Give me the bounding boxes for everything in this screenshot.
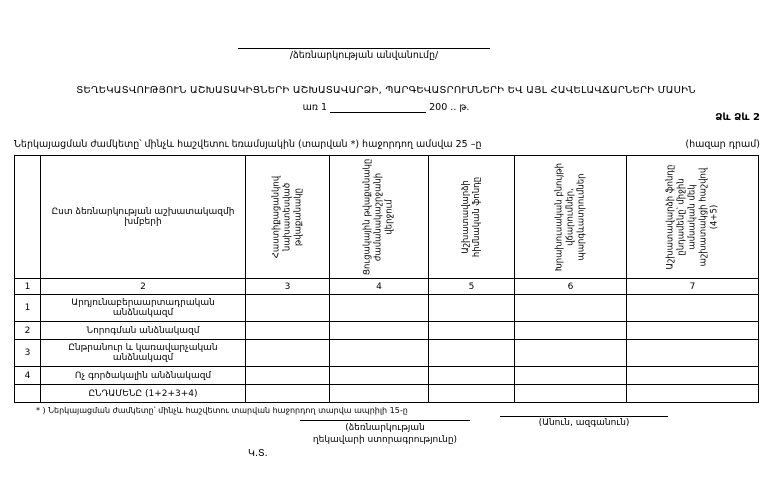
row-cell-4[interactable] — [330, 322, 429, 340]
col-num-3: 3 — [246, 279, 330, 295]
row-cell-3[interactable] — [246, 295, 330, 322]
table-header-row — [15, 156, 759, 279]
total-cell-3[interactable] — [246, 385, 330, 403]
header-cell-6: Խրախուսական բնույթի վճարումներ, պարգևատրումներ — [515, 156, 627, 279]
col-num-5: 5 — [429, 279, 515, 295]
row-cell-6[interactable] — [515, 340, 627, 367]
row-cell-5[interactable] — [429, 367, 515, 385]
row-label: Ոչ գործակալին անձնակազմ — [41, 367, 246, 385]
row-index — [15, 385, 41, 403]
row-cell-6[interactable] — [515, 322, 627, 340]
header-cell-7: Աշխատավարձի ֆոնդը ընդամենը՝ միջին ամսական մեկ աշխատակցի հաշվով (4+5) — [627, 156, 759, 279]
header-cell-5: Աշխատավարձի հիմնական ֆոնդը — [429, 156, 515, 279]
row-label: Արդյունաբերաարտադրական անձնակազմ — [41, 295, 246, 322]
stamp-mark: Կ.Տ. — [248, 448, 268, 459]
row-cell-6[interactable] — [515, 367, 627, 385]
salary-table — [14, 155, 759, 403]
column-number-row — [15, 279, 759, 295]
row-cell-6[interactable] — [515, 295, 627, 322]
row-index: 1 — [15, 295, 41, 322]
table-row-total — [15, 385, 759, 403]
header-cell-2: Ըստ ձեռնարկության աշխատակազմի խմբերի — [41, 156, 246, 279]
table-row — [15, 367, 759, 385]
org-name-rule — [238, 48, 490, 49]
row-cell-3[interactable] — [246, 322, 330, 340]
col-num-4: 4 — [330, 279, 429, 295]
row-cell-5[interactable] — [429, 322, 515, 340]
signature-caption-left-line2: ղեկավարի ստորագրությունը) — [312, 435, 458, 445]
row-index: 4 — [15, 367, 41, 385]
row-cell-7[interactable] — [627, 322, 759, 340]
row-cell-7[interactable] — [627, 367, 759, 385]
row-cell-5[interactable] — [429, 340, 515, 367]
row-cell-7[interactable] — [627, 295, 759, 322]
signature-caption-left-line1: (ձեռնարկության — [345, 423, 425, 433]
org-name-caption: /ձեռնարկության անվանումը/ — [289, 50, 439, 61]
col-num-7: 7 — [627, 279, 759, 295]
row-cell-4[interactable] — [330, 340, 429, 367]
row-index: 2 — [15, 322, 41, 340]
header-cell-3: Հաստիքացանկով նախատեսված թվաքանակը — [246, 156, 330, 279]
col-num-6: 6 — [515, 279, 627, 295]
col-num-1: 1 — [15, 279, 41, 295]
row-cell-5[interactable] — [429, 295, 515, 322]
row-label: Ընթրանուր և կառավարչական անձնակազմ — [41, 340, 246, 367]
row-cell-7[interactable] — [627, 340, 759, 367]
total-cell-6[interactable] — [515, 385, 627, 403]
header-cell-1 — [15, 156, 41, 279]
row-cell-3[interactable] — [246, 367, 330, 385]
row-cell-4[interactable] — [330, 295, 429, 322]
table-row — [15, 295, 759, 322]
signature-line-left — [300, 420, 470, 421]
period-blank[interactable] — [330, 101, 426, 113]
table-row — [15, 322, 759, 340]
form-number: Ձև Ձև 2 — [715, 112, 760, 123]
document-title: ՏԵՂԵԿԱՏՎՈՒԹՅՈՒՆ ԱՇԽԱՏԱԿԻՑՆԵՐԻ ԱՇԽԱՏԱՎԱՐՁԻ, ՊԱՐԳԵՎԱՏՐՈՒՄՆԵՐԻ ԵՎ ԱՅԼ ՀԱՎԵԼԱՎՃԱՐՆԵՐԻ ՄԱՍԻՆ — [76, 85, 696, 96]
signature-caption-left — [300, 422, 470, 446]
total-cell-5[interactable] — [429, 385, 515, 403]
row-label-total: ԸՆԴԱՄԵՆԸ (1+2+3+4) — [41, 385, 246, 403]
table-row — [15, 340, 759, 367]
row-cell-3[interactable] — [246, 340, 330, 367]
total-cell-7[interactable] — [627, 385, 759, 403]
row-index: 3 — [15, 340, 41, 367]
deadline-note: Ներկայացման ժամկետը՝ մինչև հաշվետու եռամսյակին (տարվան *) հաջորդող ամսվա 25 –ը — [14, 139, 482, 150]
total-cell-4[interactable] — [330, 385, 429, 403]
col-num-2: 2 — [41, 279, 246, 295]
footnote: * ) Ներկայացման ժամկետը՝ մինչև հաշվետու տարվան հաջորդող տարվա ապրիլի 15-ը — [36, 406, 408, 415]
signature-caption-right: (Անուն, ազգանուն) — [538, 418, 630, 428]
signature-line-right — [500, 416, 668, 417]
period-row — [0, 101, 772, 113]
period-suffix: 200 .. թ. — [429, 102, 470, 113]
currency-note: (հազար դրամ) — [685, 139, 760, 150]
period-prefix: առ 1 — [302, 102, 328, 113]
header-cell-4: Ցուցակային թվաքանակը ժամանակաշրջանի վերջում — [330, 156, 429, 279]
row-label: Նորոգման անձնակազմ — [41, 322, 246, 340]
row-cell-4[interactable] — [330, 367, 429, 385]
